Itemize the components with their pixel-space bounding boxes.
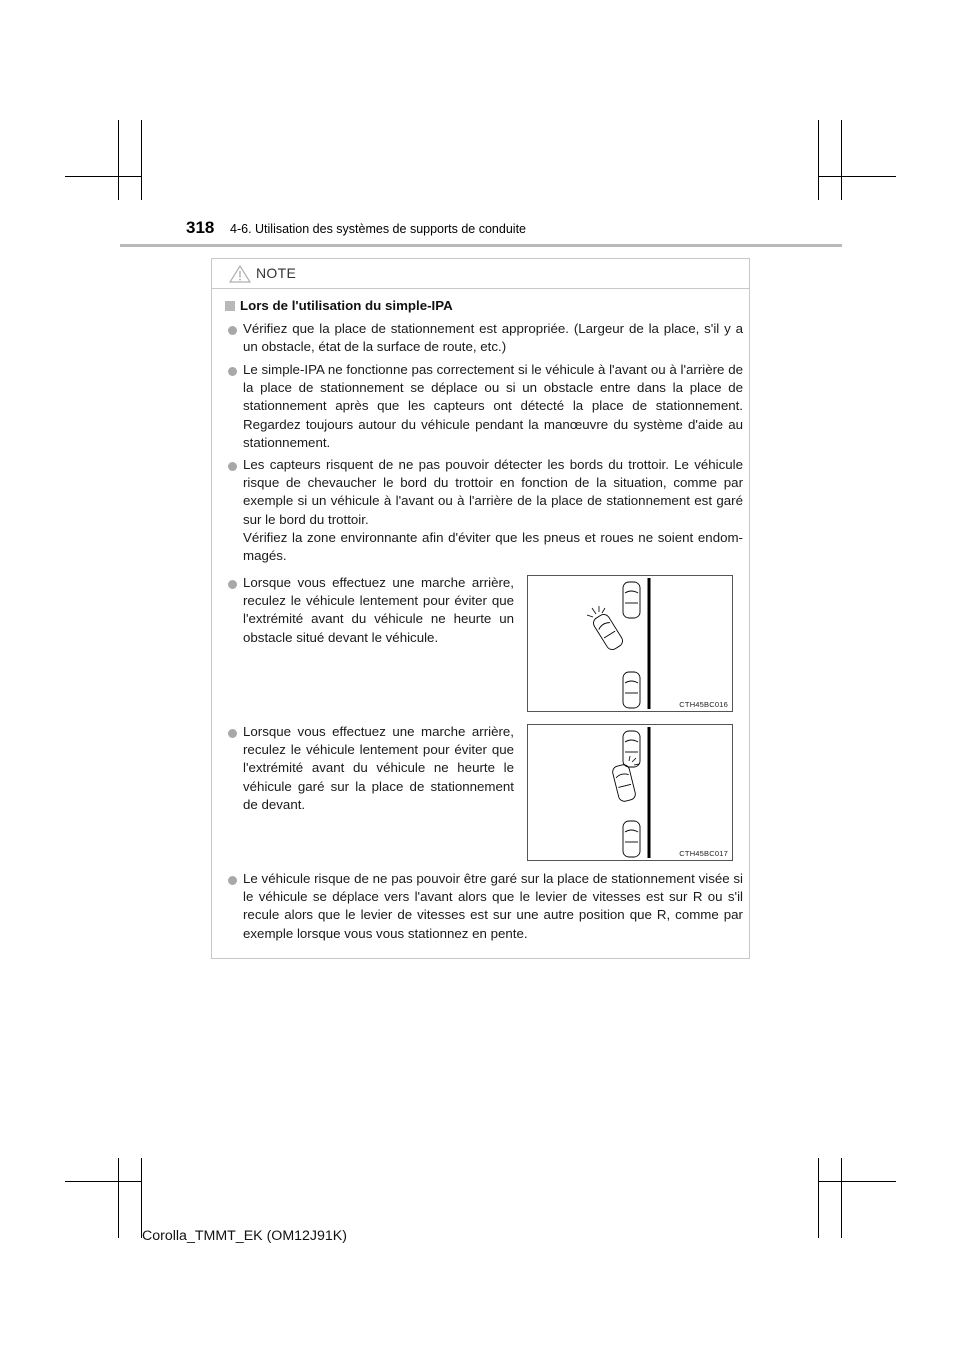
bullet-item: Les capteurs risquent de ne pas pouvoir détecter les bords du trottoir. Le véhicule risque de chevaucher le bord du trottoir en fonction de la situation, comme par exemple si un véhicule à l'avant ou à l'arrière de la place de stationnement est garé sur le bord du trottoir. Vérifiez la zone environnante afin d'éviter que les pneus et roues ne soient endom-magés.	[243, 457, 743, 564]
bullet-icon	[228, 729, 237, 738]
warning-triangle-icon	[229, 265, 251, 283]
bullet-item: Le véhicule risque de ne pas pouvoir être garé sur la place de stationnement visée si le véhicule se déplace vers l'avant alors que le levier de vitesses est sur R ou s'il recule alors que le levier de vitesses est sur une autre position que R, comme par exemple lorsque vous vous stationnez en pente.	[243, 871, 743, 941]
square-bullet-icon	[225, 301, 235, 311]
bullet-icon	[228, 580, 237, 589]
parking-diagram-icon	[528, 576, 732, 711]
page-number: 318	[186, 218, 215, 237]
crop-mark	[818, 1181, 896, 1182]
illustration-figure	[527, 724, 733, 861]
note-label: NOTE	[256, 265, 297, 281]
crop-mark	[141, 1158, 142, 1238]
bullet-icon	[228, 326, 237, 335]
crop-mark	[818, 176, 896, 177]
crop-mark	[118, 120, 119, 200]
bullet-item: Vérifiez que la place de stationnement est appropriée. (Largeur de la place, s'il y a un obstacle, état de la surface de route, etc.)	[243, 321, 743, 355]
crop-mark	[118, 1158, 119, 1238]
bullet-icon	[228, 462, 237, 471]
figure-code: CTH45BC017	[679, 849, 728, 858]
bullet-icon	[228, 876, 237, 885]
crop-mark	[818, 120, 819, 200]
bullet-item: Lorsque vous effectuez une marche arrière, reculez le véhicule lentement pour éviter que l'extrémité avant du véhicule ne heurte un obstacle situé devant le véhicule.	[243, 575, 514, 645]
crop-mark	[65, 176, 141, 177]
section-title: 4-6. Utilisation des systèmes de supports de conduite	[230, 222, 526, 236]
crop-mark	[841, 120, 842, 200]
parking-diagram-icon	[528, 725, 732, 860]
bullet-item: Lorsque vous effectuez une marche arrière, reculez le véhicule lentement pour éviter que l'extrémité avant du véhicule ne heurte le véhicule garé sur la place de stationnement de devant.	[243, 724, 514, 812]
note-subtitle: Lors de l'utilisation du simple-IPA	[225, 298, 453, 313]
document-id: Corolla_TMMT_EK (OM12J91K)	[142, 1228, 347, 1244]
header-divider	[120, 244, 842, 247]
bullet-icon	[228, 367, 237, 376]
crop-mark	[841, 1158, 842, 1238]
crop-mark	[65, 1181, 141, 1182]
note-header	[212, 259, 749, 289]
crop-mark	[141, 120, 142, 200]
crop-mark	[818, 1158, 819, 1238]
figure-code: CTH45BC016	[679, 700, 728, 709]
bullet-item: Le simple-IPA ne fonctionne pas correctement si le véhicule à l'avant ou à l'arrière de la place de stationnement se déplace ou si un obstacle entre dans la place de stationnement après que les capteurs ont détecté la place de stationnement. Regardez toujours autour du véhicule pendant la manœuvre du système d'aide au stationnement.	[243, 362, 743, 450]
illustration-figure	[527, 575, 733, 712]
